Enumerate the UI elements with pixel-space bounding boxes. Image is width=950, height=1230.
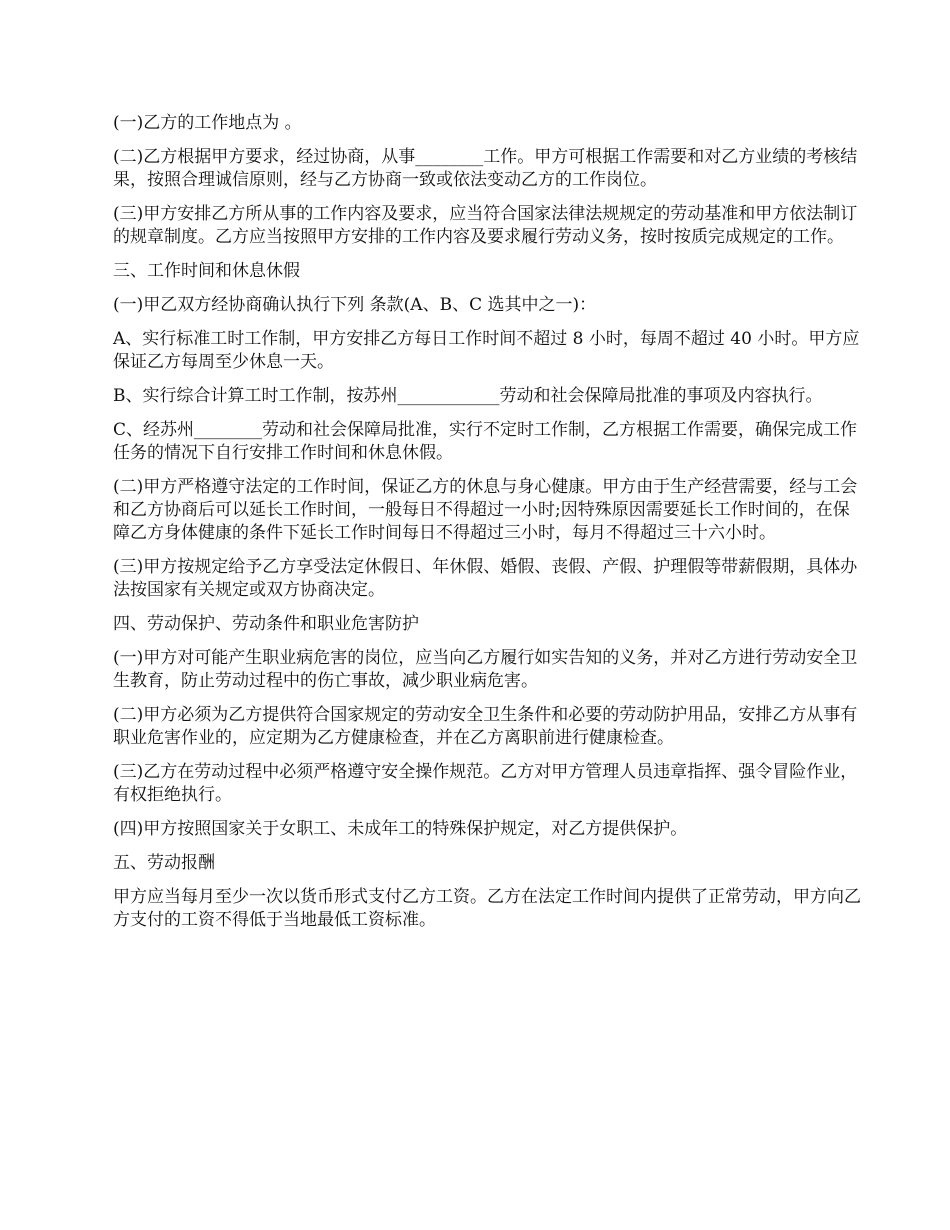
clause-option-c: C、经苏州________劳动和社会保障局批准，实行不定时工作制，乙方根据工作需要，确保完成工作任务的情况下自行安排工作时间和休息休假。 — [113, 420, 858, 463]
section-heading-remuneration: 五、劳动报酬 — [113, 853, 215, 873]
clause-hazard-notice: (一)甲方对可能产生职业病危害的岗位，应当向乙方履行如实告知的义务，并对乙方进行劳动安全卫生教育，防止劳动过程中的伤亡事故，减少职业病危害。 — [113, 648, 858, 691]
section-heading-labor-protection: 四、劳动保护、劳动条件和职业危害防护 — [113, 614, 419, 634]
clause-job-assignment: (二)乙方根据甲方要求，经过协商，从事________工作。甲方可根据工作需要和对乙方业绩的考核结果，按照合理诚信原则，经与乙方协商一致或依法变动乙方的工作岗位。 — [113, 147, 858, 190]
document-body — [113, 112, 863, 943]
clause-work-location: (一)乙方的工作地点为 。 — [113, 113, 302, 133]
section-heading-working-hours: 三、工作时间和休息休假 — [113, 261, 300, 281]
clause-option-a: A、实行标准工时工作制，甲方安排乙方每日工作时间不超过 8 小时，每周不超过 40 小时。甲方应保证乙方每周至少休息一天。 — [113, 329, 860, 372]
clause-work-content: (三)甲方安排乙方所从事的工作内容及要求，应当符合国家法律法规规定的劳动基准和甲方依法制订的规章制度。乙方应当按照甲方安排的工作内容及要求履行劳动义务，按时按质完成规定的工作。 — [113, 204, 858, 247]
clause-wage-payment: 甲方应当每月至少一次以货币形式支付乙方工资。乙方在法定工作时间内提供了正常劳动，甲方向乙方支付的工资不得低于当地最低工资标准。 — [113, 887, 861, 930]
clause-safety-rules: (三)乙方在劳动过程中必须严格遵守安全操作规范。乙方对甲方管理人员违章指挥、强令冒险作业，有权拒绝执行。 — [113, 762, 858, 805]
clause-overtime: (二)甲方严格遵守法定的工作时间，保证乙方的休息与身心健康。甲方由于生产经营需要，经与工会和乙方协商后可以延长工作时间，一般每日不得超过一小时;因特殊原因需要延长工作时间的，在保障乙方身体健康的条件下延长工作时间每日不得超过三小时，每月不得超过三十六小时。 — [113, 477, 858, 543]
clause-safety-conditions: (二)甲方必须为乙方提供符合国家规定的劳动安全卫生条件和必要的劳动防护用品，安排乙方从事有职业危害作业的，应定期为乙方健康检查，并在乙方离职前进行健康检查。 — [113, 705, 858, 748]
clause-option-b: B、实行综合计算工时工作制，按苏州____________劳动和社会保障局批准的事项及内容执行。 — [113, 386, 823, 406]
clause-special-protection: (四)甲方按照国家关于女职工、未成年工的特殊保护规定，对乙方提供保护。 — [113, 819, 688, 839]
clause-hours-option: (一)甲乙双方经协商确认执行下列 条款(A、B、C 选其中之一)： — [113, 295, 597, 315]
clause-paid-leave: (三)甲方按规定给予乙方享受法定休假日、年休假、婚假、丧假、产假、护理假等带薪假期，具体办法按国家有关规定或双方协商决定。 — [113, 557, 858, 600]
